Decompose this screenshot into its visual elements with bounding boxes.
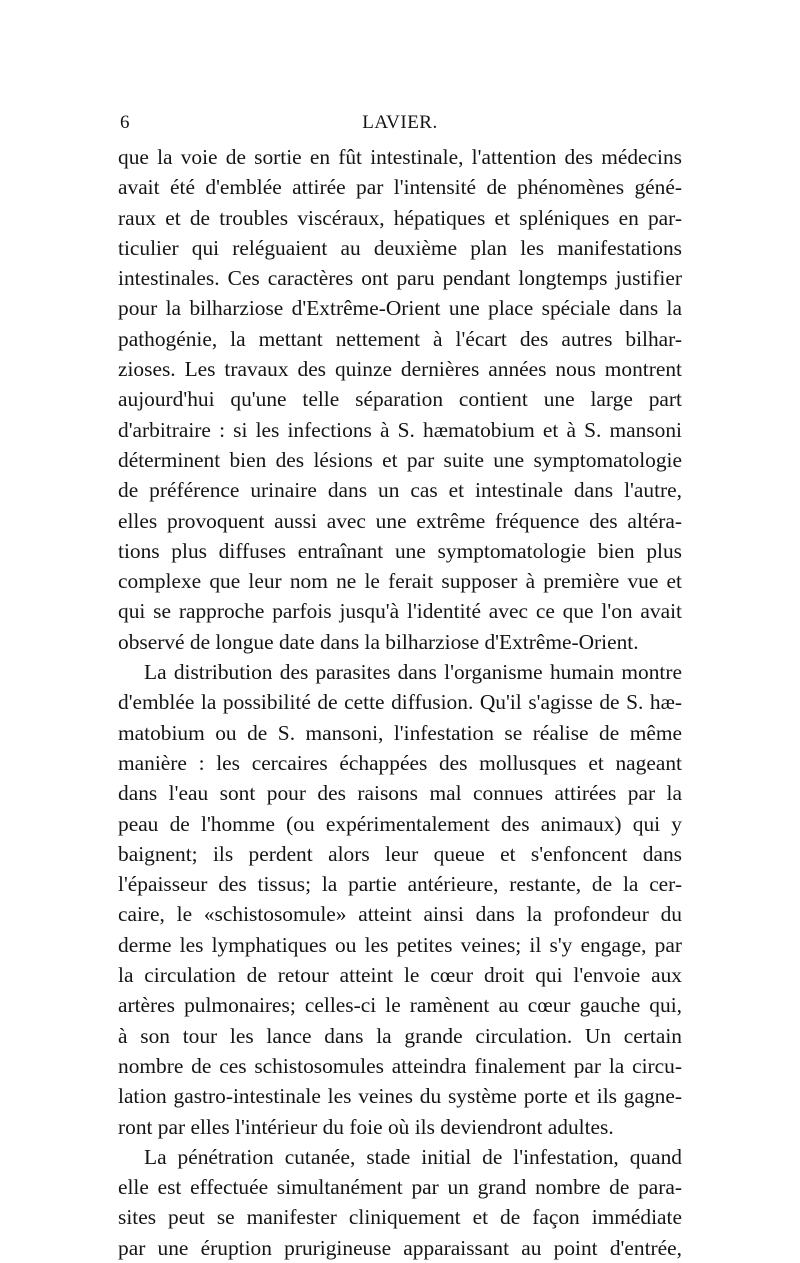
text-line: l'épaisseur des tissus; la partie antérieure, restante, de la cer- — [118, 872, 682, 897]
text-line: La distribution des parasites dans l'organisme humain montre — [144, 660, 682, 685]
text-line: aujourd'hui qu'une telle séparation contient une large part — [118, 387, 682, 412]
text-line: zioses. Les travaux des quinze dernières années nous montrent — [118, 357, 682, 382]
text-line: peau de l'homme (ou expérimentalement des animaux) qui y — [118, 811, 682, 836]
text-line: pour la bilharziose d'Extrême-Orient une place spéciale dans la — [118, 296, 682, 321]
running-title: LAVIER. — [362, 112, 438, 133]
page-number: 6 — [120, 112, 130, 133]
text-line: nombre de ces schistosomules atteindra finalement par la circu- — [118, 1053, 682, 1078]
text-line: par une éruption prurigineuse apparaissant au point d'entrée, — [118, 1235, 682, 1260]
text-line: derme les lymphatiques ou les petites veines; il s'y engage, par — [118, 932, 682, 957]
text-line: La pénétration cutanée, stade initial de l'infestation, quand — [144, 1144, 682, 1169]
text-line: manière : les cercaires échappées des mollusques et nageant — [118, 750, 682, 775]
text-line: complexe que leur nom ne le ferait supposer à première vue et — [118, 569, 682, 594]
running-head — [118, 112, 682, 142]
text-line: tions plus diffuses entraînant une symptomatologie bien plus — [118, 538, 682, 563]
text-line: à son tour les lance dans la grande circulation. Un certain — [118, 1023, 682, 1048]
text-line: d'emblée la possibilité de cette diffusion. Qu'il s'agisse de S. hæ- — [118, 690, 682, 715]
text-line: d'arbitraire : si les infections à S. hæmatobium et à S. mansoni — [118, 417, 682, 442]
text-line: pathogénie, la mettant nettement à l'écart des autres bilhar- — [118, 326, 682, 351]
text-line: raux et de troubles viscéraux, hépatiques et spléniques en par- — [118, 205, 682, 230]
text-line: ticulier qui reléguaient au deuxième plan les manifestations — [118, 235, 682, 260]
text-line: avait été d'emblée attirée par l'intensité de phénomènes géné- — [118, 175, 682, 200]
body-text — [118, 142, 682, 1263]
text-line: déterminent bien des lésions et par suite une symptomatologie — [118, 447, 682, 472]
text-line: dans l'eau sont pour des raisons mal connues attirées par la — [118, 781, 682, 806]
text-line: la circulation de retour atteint le cœur droit qui l'envoie aux — [118, 963, 682, 988]
text-line: artères pulmonaires; celles-ci le ramènent au cœur gauche qui, — [118, 993, 682, 1018]
text-line: sites peut se manifester cliniquement et de façon immédiate — [118, 1205, 682, 1230]
text-line: elle est effectuée simultanément par un grand nombre de para- — [118, 1175, 682, 1200]
text-line: qui se rapproche parfois jusqu'à l'identité avec ce que l'on avait — [118, 599, 682, 624]
text-line: ront par elles l'intérieur du foie où ils deviendront adultes. — [118, 1114, 614, 1139]
text-line: de préférence urinaire dans un cas et intestinale dans l'autre, — [118, 478, 682, 503]
paragraph — [118, 142, 682, 657]
text-line: lation gastro-intestinale les veines du système porte et ils gagne- — [118, 1084, 682, 1109]
text-line: que la voie de sortie en fût intestinale, l'attention des médecins — [118, 145, 682, 169]
text-line: caire, le «schistosomule» atteint ainsi dans la profondeur du — [118, 902, 682, 927]
text-line: intestinales. Ces caractères ont paru pendant longtemps justifier — [118, 266, 682, 291]
text-line: observé de longue date dans la bilharziose d'Extrême-Orient. — [118, 629, 639, 654]
text-line: matobium ou de S. mansoni, l'infestation se réalise de même — [118, 720, 682, 745]
paragraph — [118, 657, 682, 1142]
book-page — [118, 112, 682, 1263]
text-line: baignent; ils perdent alors leur queue et s'enfoncent dans — [118, 841, 682, 866]
text-line: elles provoquent aussi avec une extrême fréquence des altéra- — [118, 508, 682, 533]
